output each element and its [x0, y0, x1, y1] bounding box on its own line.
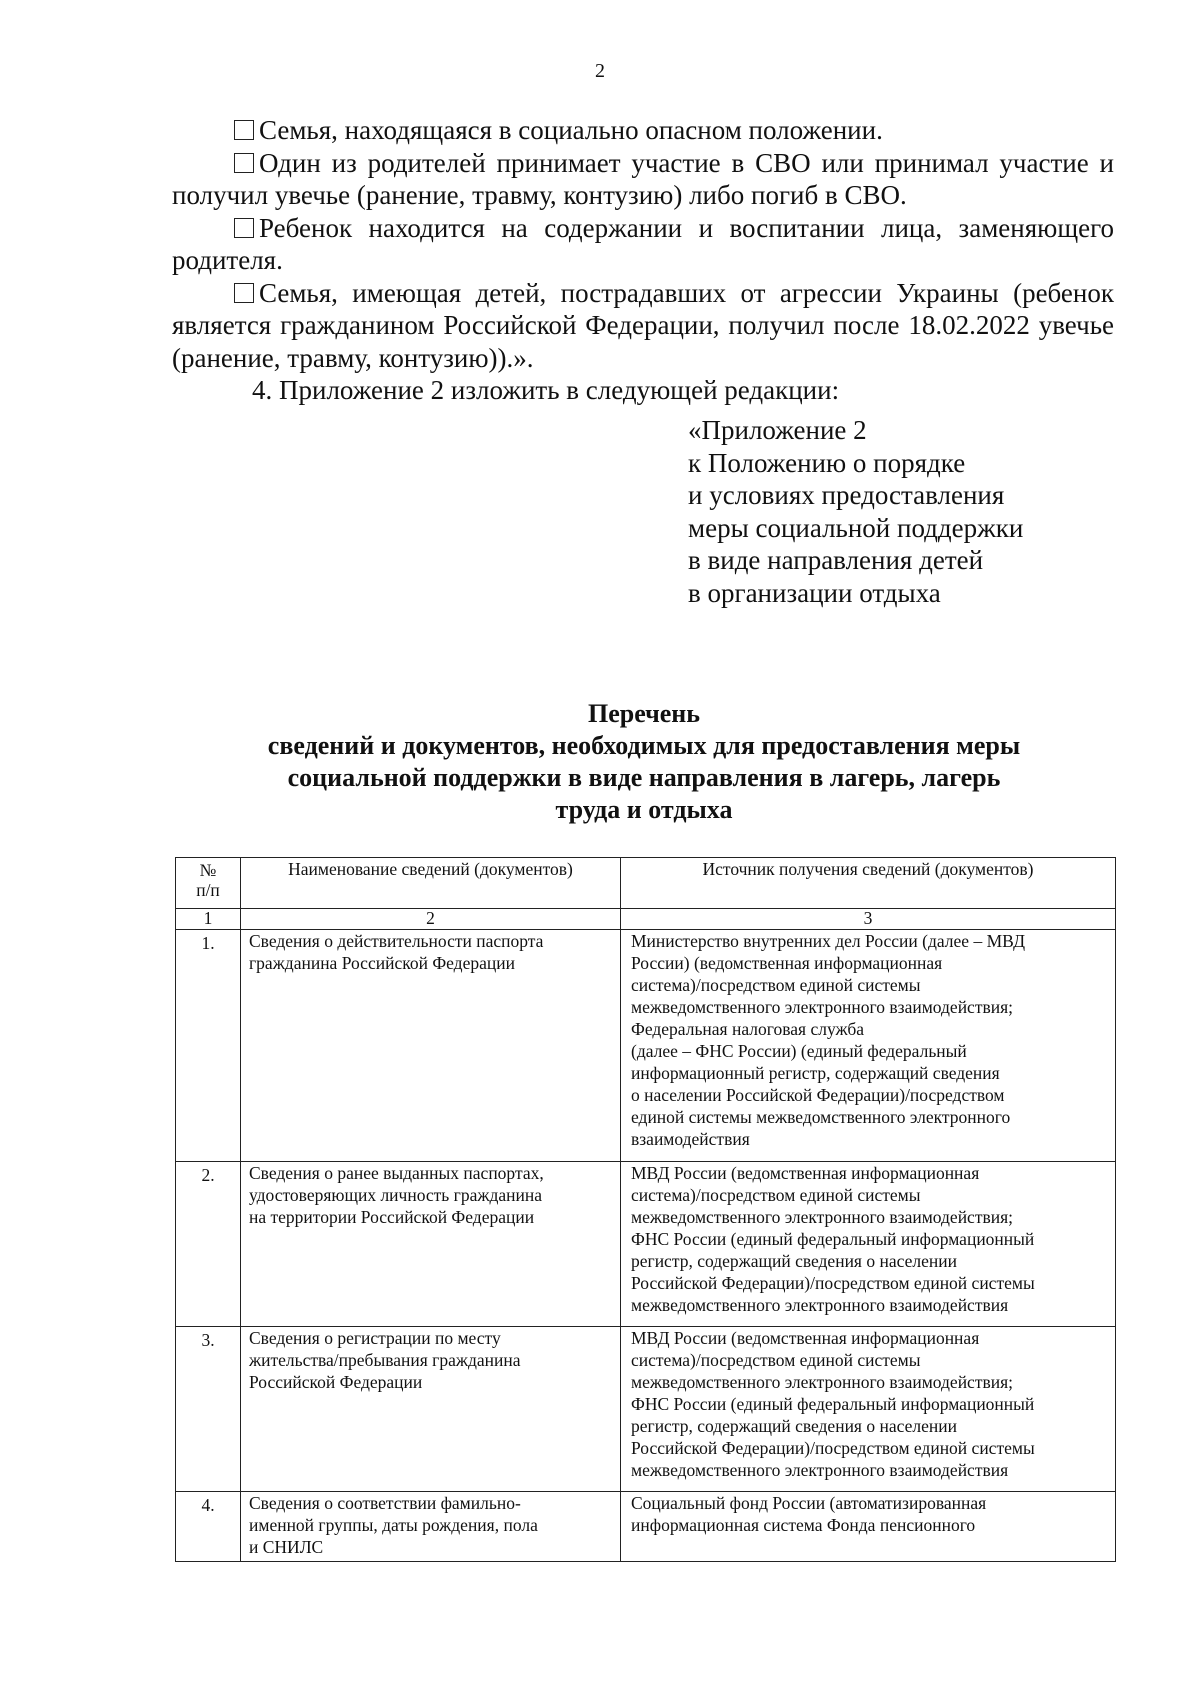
row-number: 1.	[176, 930, 241, 1162]
heading-line: сведений и документов, необходимых для предоставления меры	[267, 731, 1021, 760]
paragraph-4: Семья, имеющая детей, пострадавших от агрессии Украины (ребенок является гражданином Российской Федерации, получил после 18.02.2022 увечье (ранение, травму, контузию)).».	[172, 277, 1114, 373]
header-source: Источник получения сведений (документов)	[621, 858, 1116, 909]
paragraph-2: Один из родителей принимает участие в СВО или принимал участие и получил увечье (ранение, травму, контузию) либо погиб в СВО.	[172, 147, 1114, 210]
table-row	[176, 1492, 1116, 1562]
row-name: Сведения о соответствии фамильно- именной группы, даты рождения, пола и СНИЛС	[241, 1492, 621, 1562]
appendix-line: в организации отдыха	[688, 577, 941, 608]
row-source: МВД России (ведомственная информационная система)/посредством единой системы межведомственного электронного взаимодействия; ФНС России (единый федеральный информационный регистр, содержащий сведения о населении Российской Федерации)/посредством единой системы межведомственного электронного взаимодействия	[621, 1327, 1116, 1492]
paragraph-1: Семья, находящаяся в социально опасном положении.	[172, 114, 1114, 147]
row-source: Социальный фонд России (автоматизированная информационная система Фонда пенсионного	[621, 1492, 1116, 1562]
table-row	[176, 1327, 1116, 1492]
appendix-line: и условиях предоставления	[688, 480, 1005, 510]
row-number: 4.	[176, 1492, 241, 1562]
column-number: 2	[241, 909, 621, 930]
header-name: Наименование сведений (документов)	[241, 858, 621, 909]
row-number: 3.	[176, 1327, 241, 1492]
documents-table	[175, 857, 1116, 1562]
table-row	[176, 930, 1116, 1162]
heading-line: социальной поддержки в виде направления в лагерь, лагерь	[287, 763, 1001, 792]
row-name: Сведения о действительности паспорта гражданина Российской Федерации	[241, 930, 621, 1162]
checkbox-icon	[234, 120, 254, 140]
list-heading	[172, 698, 1116, 826]
heading-line: Перечень	[587, 699, 701, 728]
appendix-header	[688, 414, 1023, 609]
appendix-line: «Приложение 2	[688, 415, 867, 445]
row-number: 2.	[176, 1162, 241, 1327]
checkbox-icon	[234, 153, 254, 173]
row-name: Сведения о ранее выданных паспортах, удостоверяющих личность гражданина на территории Российской Федерации	[241, 1162, 621, 1327]
page-number: 2	[595, 60, 605, 82]
table-row	[176, 1162, 1116, 1327]
table-header-row	[176, 858, 1116, 909]
body-text	[172, 114, 1114, 407]
paragraph-3: Ребенок находится на содержании и воспитании лица, заменяющего родителя.	[172, 212, 1114, 275]
row-source: Министерство внутренних дел России (далее – МВД России) (ведомственная информационная система)/посредством единой системы межведомственного электронного взаимодействия; Федеральная налоговая служба (далее – ФНС России) (единый федеральный информационный регистр, содержащий сведения о населении Российской Федерации)/посредством единой системы межведомственного электронного взаимодействия	[621, 930, 1116, 1162]
appendix-line: к Положению о порядке	[688, 447, 966, 478]
column-number: 3	[621, 909, 1116, 930]
heading-line: труда и отдыха	[555, 795, 733, 824]
checkbox-icon	[234, 283, 254, 303]
appendix-line: в виде направления детей	[688, 545, 984, 575]
appendix-line: меры социальной поддержки	[688, 512, 1024, 543]
row-name: Сведения о регистрации по месту жительства/пребывания гражданина Российской Федерации	[241, 1327, 621, 1492]
row-source: МВД России (ведомственная информационная система)/посредством единой системы межведомственного электронного взаимодействия; ФНС России (единый федеральный информационный регистр, содержащий сведения о населении Российской Федерации)/посредством единой системы межведомственного электронного взаимодействия	[621, 1162, 1116, 1327]
column-number: 1	[176, 909, 241, 930]
column-number-row	[176, 909, 1116, 930]
checkbox-icon	[234, 218, 254, 238]
header-number: № п/п	[176, 858, 241, 909]
paragraph-5: 4. Приложение 2 изложить в следующей редакции:	[252, 375, 840, 405]
